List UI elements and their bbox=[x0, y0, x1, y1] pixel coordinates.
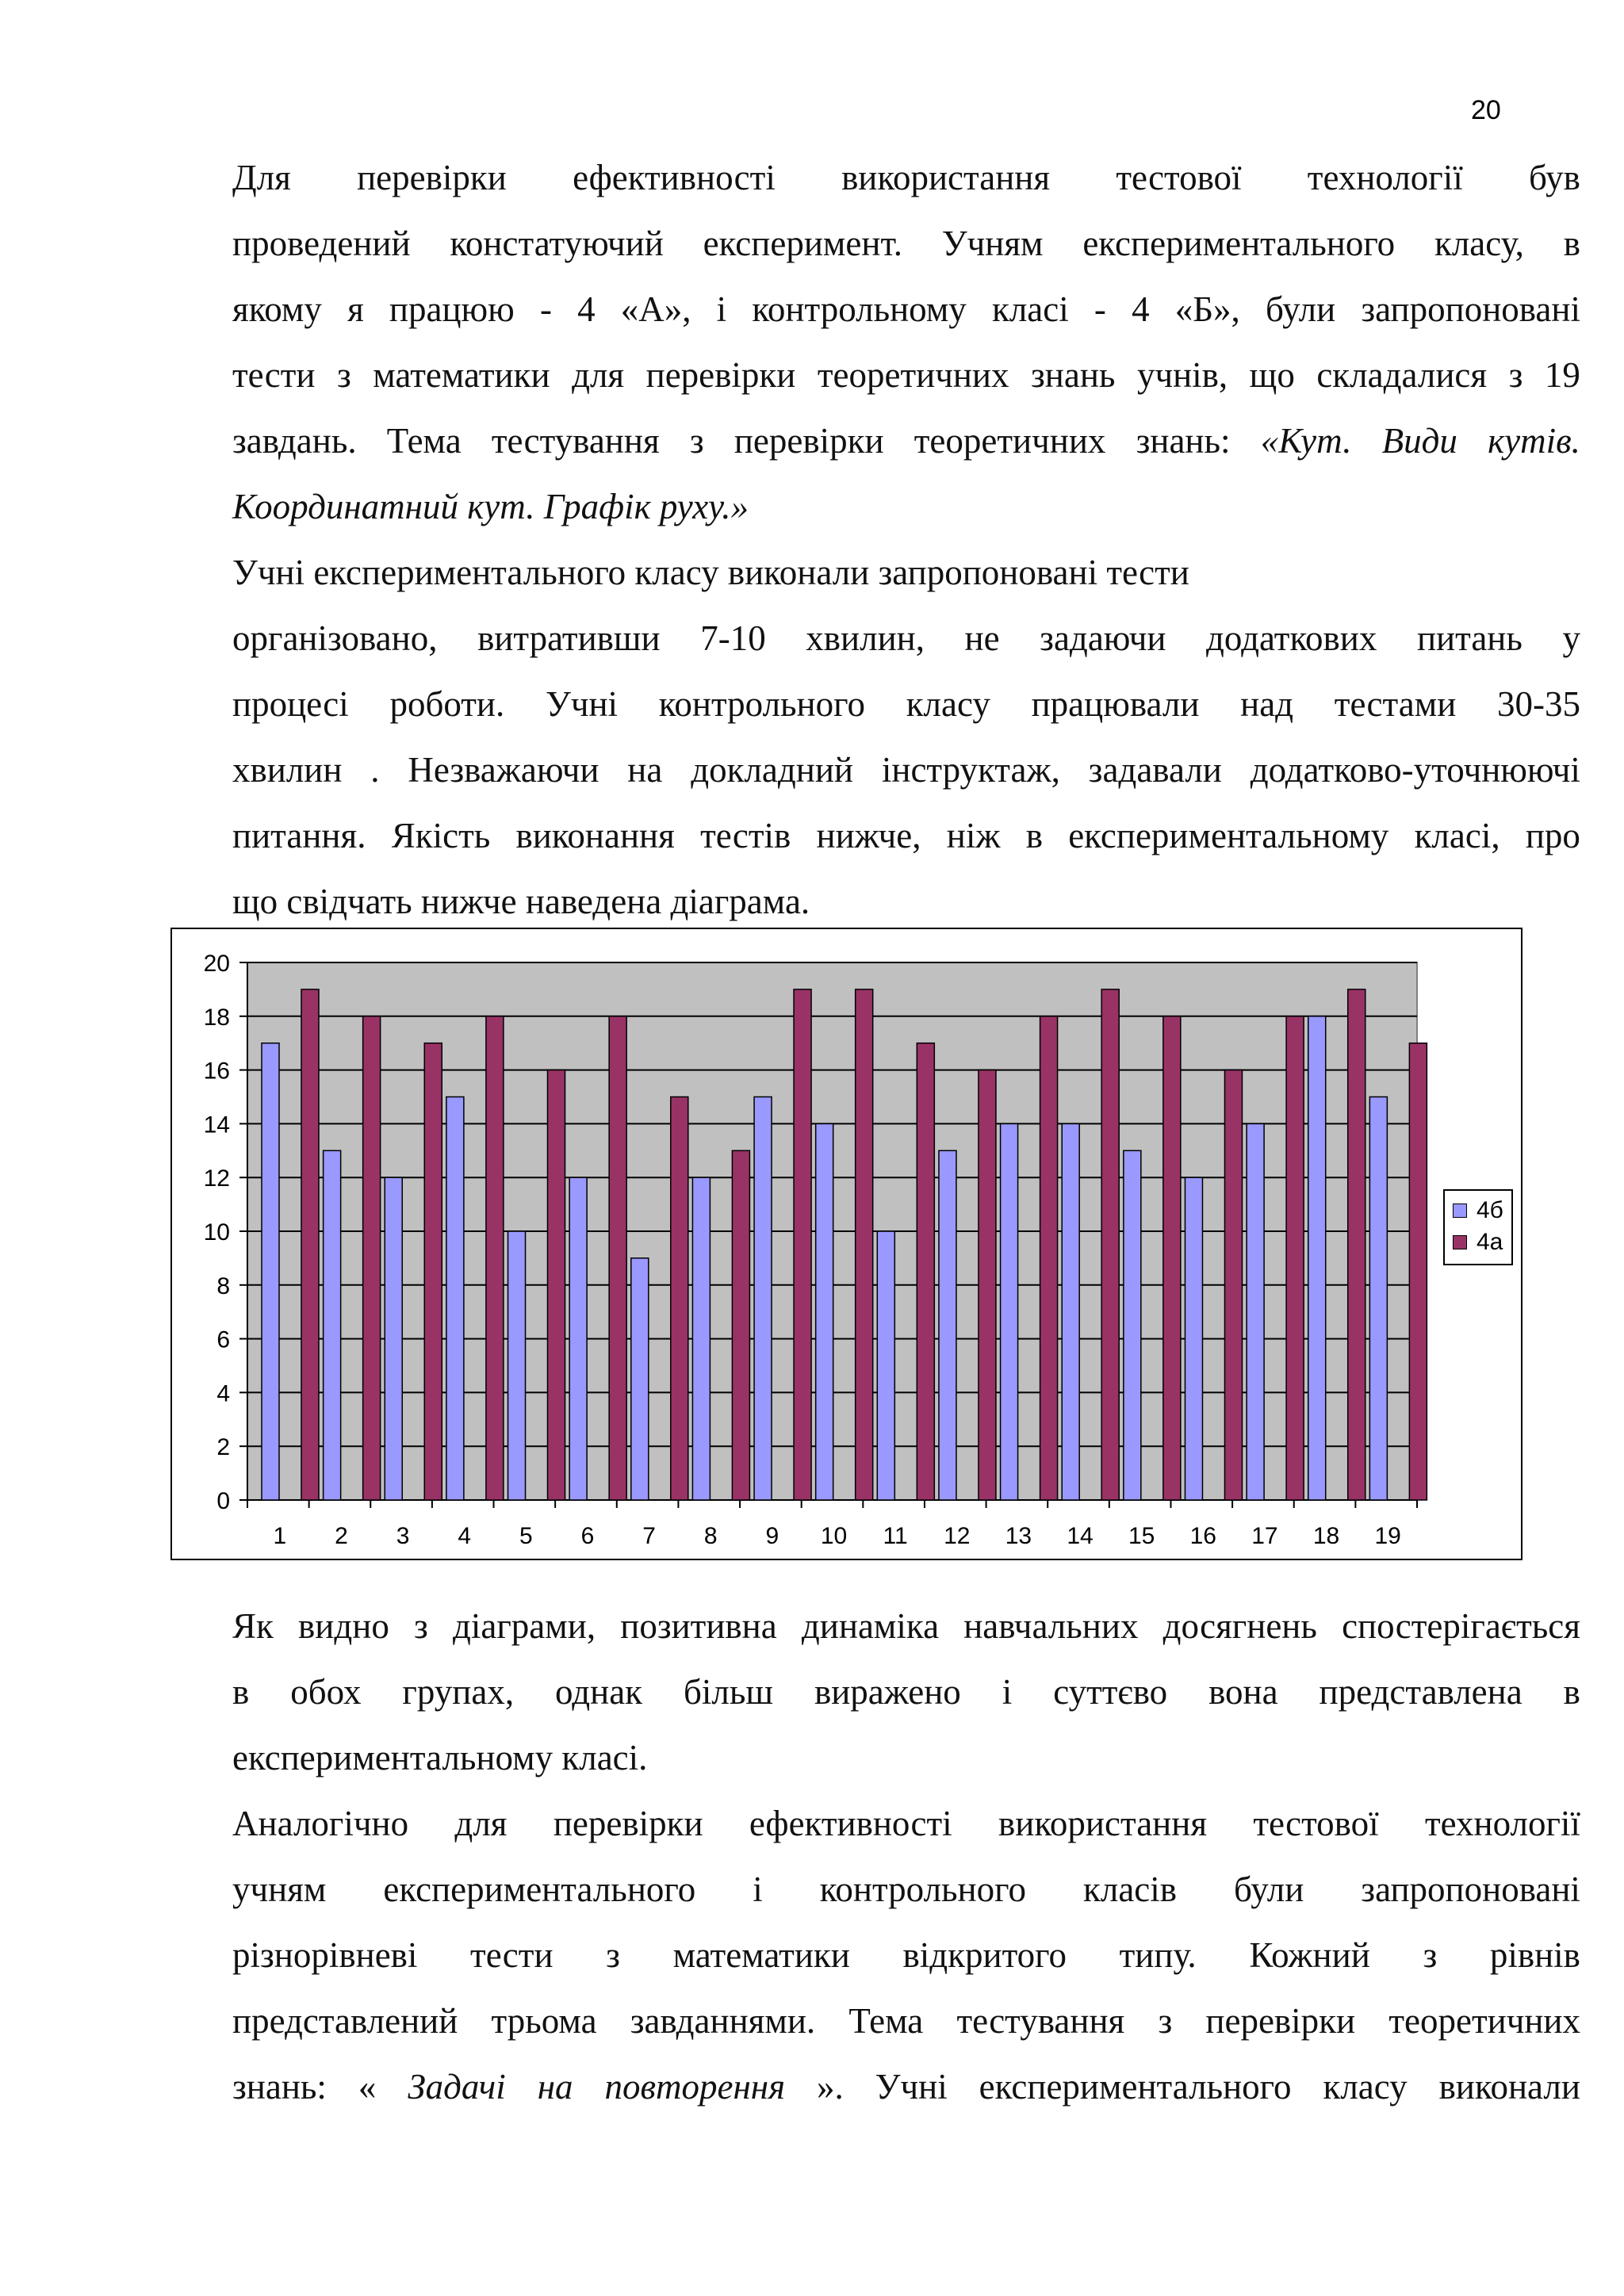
text-line bbox=[232, 408, 1580, 474]
word: запропоновані bbox=[1361, 289, 1580, 329]
word: ефективності bbox=[573, 158, 776, 197]
x-tick-label: 8 bbox=[703, 1523, 718, 1549]
legend-label-4b: 4б bbox=[1477, 1197, 1503, 1223]
word: контрольного bbox=[819, 1869, 1026, 1909]
word: обох bbox=[290, 1672, 362, 1712]
word: докладний bbox=[691, 750, 854, 790]
paragraph-conclusion bbox=[232, 1594, 1580, 2120]
word: знань: bbox=[1136, 421, 1231, 461]
word: вона bbox=[1208, 1672, 1278, 1712]
text-line bbox=[232, 1659, 1580, 1725]
bar-4a bbox=[671, 1097, 688, 1501]
word: про bbox=[1525, 816, 1580, 855]
word: нижче, bbox=[816, 816, 921, 855]
text-line bbox=[232, 1923, 1580, 1988]
x-tick-label: 10 bbox=[820, 1523, 848, 1549]
x-tick-label: 15 bbox=[1128, 1523, 1155, 1549]
text-line bbox=[232, 211, 1580, 277]
word: теоретичних bbox=[1388, 2001, 1580, 2041]
x-tick-label: 12 bbox=[944, 1523, 971, 1549]
y-tick-label: 0 bbox=[216, 1488, 230, 1514]
bar-4b bbox=[939, 1150, 956, 1500]
word: ». bbox=[816, 2067, 844, 2107]
x-tick-label: 4 bbox=[458, 1523, 472, 1549]
word: і bbox=[753, 1869, 763, 1909]
word: з bbox=[1423, 1935, 1438, 1975]
bar-4b bbox=[1124, 1150, 1141, 1500]
bar-4a bbox=[1101, 989, 1119, 1500]
word: не bbox=[964, 618, 1000, 658]
word: різнорівневі bbox=[232, 1935, 418, 1975]
chart-legend bbox=[1443, 1189, 1513, 1265]
bar-4b bbox=[1001, 1123, 1018, 1500]
word: працюю bbox=[389, 289, 515, 329]
text-line bbox=[232, 1857, 1580, 1923]
word: хвилин bbox=[232, 750, 343, 790]
word: задавали bbox=[1088, 750, 1222, 790]
word: в bbox=[1563, 1672, 1580, 1712]
x-tick-label: 6 bbox=[580, 1523, 595, 1549]
y-tick-label: 18 bbox=[203, 1004, 230, 1031]
word: класу bbox=[906, 684, 990, 724]
word: технології bbox=[1307, 158, 1463, 197]
word: « bbox=[358, 2067, 377, 2107]
word: додаткових bbox=[1205, 618, 1377, 658]
word: досягнень bbox=[1162, 1606, 1317, 1646]
legend-swatch-4b bbox=[1453, 1203, 1467, 1218]
bar-4a bbox=[794, 989, 811, 1500]
italic-word: повторення bbox=[604, 2067, 786, 2107]
text-line bbox=[232, 869, 1580, 935]
bar-4a bbox=[979, 1070, 996, 1500]
y-tick-label: 12 bbox=[203, 1165, 230, 1192]
word: теоретичних bbox=[914, 421, 1106, 461]
italic-text: Координатний кут. Графік руху.» bbox=[232, 487, 749, 526]
text-line bbox=[232, 145, 1580, 211]
word: тестування bbox=[956, 2001, 1125, 2041]
word: спостерігається bbox=[1342, 1606, 1580, 1646]
word: з bbox=[606, 1935, 620, 1975]
y-tick-label: 20 bbox=[203, 951, 230, 977]
word: питань bbox=[1416, 618, 1522, 658]
bar-4b bbox=[508, 1231, 526, 1500]
word: додатково-уточнюючі bbox=[1250, 750, 1580, 790]
bar-4b bbox=[1062, 1123, 1079, 1500]
word: витративши bbox=[477, 618, 661, 658]
word: в bbox=[232, 1672, 250, 1712]
word: технології bbox=[1424, 1804, 1580, 1843]
y-tick-label: 8 bbox=[216, 1272, 230, 1299]
bar-4b bbox=[754, 1097, 772, 1501]
word: запропоновані bbox=[1361, 1869, 1580, 1909]
word: «А», bbox=[620, 289, 691, 329]
word: задаючи bbox=[1040, 618, 1166, 658]
word: Для bbox=[232, 158, 291, 197]
word: складалися bbox=[1316, 355, 1488, 395]
bar-4a bbox=[1409, 1043, 1427, 1500]
bar-4a bbox=[609, 1016, 626, 1500]
x-tick-label: 2 bbox=[335, 1523, 348, 1549]
word: учнів, bbox=[1136, 355, 1228, 395]
word: 30-35 bbox=[1497, 684, 1580, 724]
word: перевірки bbox=[645, 355, 796, 395]
bar-4b bbox=[1185, 1177, 1202, 1500]
word: констатуючий bbox=[450, 224, 664, 263]
word: . bbox=[370, 750, 380, 790]
word: представлений bbox=[232, 2001, 458, 2041]
word: Аналогічно bbox=[232, 1804, 409, 1843]
text-span: експериментальному класі. bbox=[232, 1738, 648, 1777]
text-span: що свідчать нижче наведена діаграма. bbox=[232, 882, 810, 921]
word: Незважаючи bbox=[408, 750, 599, 790]
bar-4a bbox=[424, 1043, 442, 1500]
word: проведений bbox=[232, 224, 411, 263]
x-tick-label: 9 bbox=[765, 1523, 779, 1549]
word: були bbox=[1265, 289, 1336, 329]
x-tick-label: 19 bbox=[1374, 1523, 1401, 1549]
word: Учням bbox=[941, 224, 1044, 263]
word: що bbox=[1249, 355, 1295, 395]
word: Як bbox=[232, 1606, 274, 1646]
word: знань: bbox=[232, 2067, 327, 2107]
word: 4 bbox=[1132, 289, 1150, 329]
word: теоретичних bbox=[817, 355, 1009, 395]
word: працювали bbox=[1031, 684, 1200, 724]
text-line bbox=[232, 1988, 1580, 2054]
word: Тема bbox=[386, 421, 462, 461]
word: динаміка bbox=[801, 1606, 940, 1646]
legend-label-4a: 4а bbox=[1477, 1229, 1503, 1255]
word: з bbox=[1158, 2001, 1173, 2041]
x-tick-label: 1 bbox=[273, 1523, 287, 1549]
word: тестами bbox=[1334, 684, 1457, 724]
word: перевірки bbox=[357, 158, 507, 197]
word: тестування bbox=[491, 421, 660, 461]
word: над bbox=[1240, 684, 1294, 724]
bar-4a bbox=[917, 1043, 934, 1500]
word: і bbox=[1002, 1672, 1013, 1712]
x-tick-label: 14 bbox=[1067, 1523, 1094, 1549]
bar-4b bbox=[1308, 1016, 1326, 1500]
word: на bbox=[627, 750, 663, 790]
word: представлена bbox=[1319, 1672, 1522, 1712]
italic-word: Види bbox=[1381, 421, 1457, 461]
bar-4b bbox=[1247, 1123, 1264, 1500]
word: Якість bbox=[391, 816, 491, 855]
text-line bbox=[232, 277, 1580, 342]
word: для bbox=[572, 355, 625, 395]
word: ніж bbox=[946, 816, 1001, 855]
word: контрольного bbox=[658, 684, 865, 724]
bar-4b bbox=[446, 1097, 464, 1501]
word: Учні bbox=[875, 2067, 948, 2107]
word: і bbox=[716, 289, 727, 329]
word: в bbox=[1025, 816, 1043, 855]
word: з bbox=[414, 1606, 428, 1646]
x-tick-label: 17 bbox=[1251, 1523, 1278, 1549]
bar-chart bbox=[170, 928, 1522, 1560]
word: з bbox=[336, 355, 351, 395]
word: якому bbox=[232, 289, 322, 329]
bar-4b bbox=[1369, 1097, 1387, 1501]
word: використання bbox=[841, 158, 1051, 197]
word: тестової bbox=[1253, 1804, 1379, 1843]
bar-4b bbox=[816, 1123, 833, 1500]
word: більш bbox=[683, 1672, 774, 1712]
word: математики bbox=[672, 1935, 850, 1975]
word: однак bbox=[555, 1672, 643, 1712]
y-tick-label: 6 bbox=[216, 1326, 230, 1353]
bar-4b bbox=[385, 1177, 402, 1500]
word: суттєво bbox=[1053, 1672, 1168, 1712]
bar-4b bbox=[631, 1258, 649, 1500]
word: ефективності bbox=[749, 1804, 952, 1843]
word: класів bbox=[1083, 1869, 1178, 1909]
text-line bbox=[232, 672, 1580, 737]
word: класу, bbox=[1434, 224, 1524, 263]
word: - bbox=[539, 289, 552, 329]
word: виконання bbox=[515, 816, 675, 855]
text-line bbox=[232, 1594, 1580, 1659]
word: експериментального bbox=[383, 1869, 696, 1909]
word: процесі bbox=[232, 684, 349, 724]
word: рівнів bbox=[1489, 1935, 1580, 1975]
page-number: 20 bbox=[1471, 95, 1501, 125]
italic-word: Задачі bbox=[408, 2067, 506, 2107]
bar-4b bbox=[692, 1177, 710, 1500]
text-line bbox=[232, 1725, 1580, 1791]
word: в bbox=[1563, 224, 1580, 263]
bar-4a bbox=[486, 1016, 504, 1500]
word: групах, bbox=[402, 1672, 515, 1712]
bar-4a bbox=[1040, 1016, 1058, 1500]
italic-word: «Кут. bbox=[1260, 421, 1352, 461]
bar-4b bbox=[877, 1231, 894, 1500]
word: позитивна bbox=[620, 1606, 777, 1646]
word: експериментальному bbox=[1068, 816, 1389, 855]
word: трьома bbox=[491, 2001, 597, 2041]
y-tick-label: 2 bbox=[216, 1434, 230, 1461]
word: видно bbox=[298, 1606, 389, 1646]
text-line bbox=[232, 540, 1580, 606]
word: математики bbox=[373, 355, 550, 395]
bar-4a bbox=[301, 989, 319, 1500]
word: був bbox=[1528, 158, 1580, 197]
word: діаграми, bbox=[452, 1606, 596, 1646]
text-line bbox=[232, 474, 1580, 540]
word: інструктаж, bbox=[881, 750, 1060, 790]
y-tick-label: 14 bbox=[203, 1112, 230, 1138]
word: були bbox=[1234, 1869, 1304, 1909]
text-line bbox=[232, 803, 1580, 869]
word: хвилин, bbox=[806, 618, 925, 658]
word: експериментального bbox=[1082, 224, 1396, 263]
word: питання. bbox=[232, 816, 366, 855]
word: відкритого bbox=[902, 1935, 1067, 1975]
bar-4b bbox=[262, 1043, 279, 1500]
word: знань bbox=[1031, 355, 1116, 395]
bar-4a bbox=[1224, 1070, 1242, 1500]
word: роботи. bbox=[389, 684, 505, 724]
italic-word: на bbox=[537, 2067, 573, 2107]
x-tick-label: 13 bbox=[1005, 1523, 1032, 1549]
word: Учні bbox=[545, 684, 619, 724]
word: для bbox=[454, 1804, 508, 1843]
bar-4b bbox=[324, 1150, 341, 1500]
bar-4a bbox=[1163, 1016, 1181, 1500]
chart-svg bbox=[172, 929, 1521, 1559]
x-tick-label: 16 bbox=[1189, 1523, 1216, 1549]
word: Тема bbox=[848, 2001, 924, 2041]
word: з bbox=[1508, 355, 1523, 395]
text-line bbox=[232, 737, 1580, 803]
text-line bbox=[232, 1791, 1580, 1857]
word: «Б», bbox=[1174, 289, 1240, 329]
x-tick-label: 3 bbox=[396, 1523, 410, 1549]
word: тести bbox=[470, 1935, 553, 1975]
bar-4a bbox=[1348, 989, 1365, 1500]
word: у bbox=[1562, 618, 1580, 658]
word: тести bbox=[232, 355, 316, 395]
x-tick-label: 7 bbox=[642, 1523, 656, 1549]
word: перевірки bbox=[733, 421, 884, 461]
word: контрольному bbox=[752, 289, 967, 329]
word: виконали bbox=[1438, 2067, 1580, 2107]
word: організовано, bbox=[232, 618, 438, 658]
word: типу. bbox=[1119, 1935, 1197, 1975]
x-tick-label: 11 bbox=[883, 1523, 908, 1549]
y-tick-label: 4 bbox=[216, 1380, 230, 1407]
word: - bbox=[1094, 289, 1106, 329]
y-tick-label: 16 bbox=[203, 1058, 230, 1085]
bar-4a bbox=[1286, 1016, 1304, 1500]
bar-4a bbox=[548, 1070, 565, 1500]
word: 19 bbox=[1544, 355, 1580, 395]
word: 4 bbox=[577, 289, 596, 329]
word: використання bbox=[998, 1804, 1208, 1843]
word: з bbox=[689, 421, 704, 461]
word: завданнями. bbox=[630, 2001, 816, 2041]
bar-4b bbox=[569, 1177, 587, 1500]
y-tick-label: 10 bbox=[203, 1219, 230, 1246]
word: експериментального bbox=[979, 2067, 1292, 2107]
x-tick-label: 18 bbox=[1312, 1523, 1340, 1549]
legend-item-4b bbox=[1453, 1197, 1503, 1224]
legend-swatch-4a bbox=[1453, 1235, 1467, 1249]
text-span: Учні експериментального класу виконали запропоновані тести bbox=[232, 553, 1189, 592]
word: класі bbox=[991, 289, 1069, 329]
bar-4a bbox=[363, 1016, 381, 1500]
word: тестів bbox=[700, 816, 791, 855]
paragraph-intro bbox=[232, 145, 1580, 935]
word: завдань. bbox=[232, 421, 357, 461]
word: виражено bbox=[814, 1672, 961, 1712]
text-line bbox=[232, 606, 1580, 672]
italic-word: кутів. bbox=[1488, 421, 1580, 461]
word: експеримент. bbox=[703, 224, 902, 263]
x-tick-label: 5 bbox=[519, 1523, 533, 1549]
word: 7-10 bbox=[700, 618, 766, 658]
text-line bbox=[232, 342, 1580, 408]
bar-4a bbox=[856, 989, 873, 1500]
word: тестової bbox=[1116, 158, 1242, 197]
word: навчальних bbox=[963, 1606, 1139, 1646]
word: класу bbox=[1323, 2067, 1408, 2107]
bar-4a bbox=[732, 1150, 749, 1500]
word: Кожний bbox=[1249, 1935, 1370, 1975]
word: я bbox=[347, 289, 364, 329]
legend-item-4a bbox=[1453, 1229, 1503, 1256]
word: перевірки bbox=[553, 1804, 703, 1843]
word: перевірки bbox=[1205, 2001, 1356, 2041]
text-line bbox=[232, 2054, 1580, 2120]
word: учням bbox=[232, 1869, 327, 1909]
word: класі, bbox=[1414, 816, 1500, 855]
